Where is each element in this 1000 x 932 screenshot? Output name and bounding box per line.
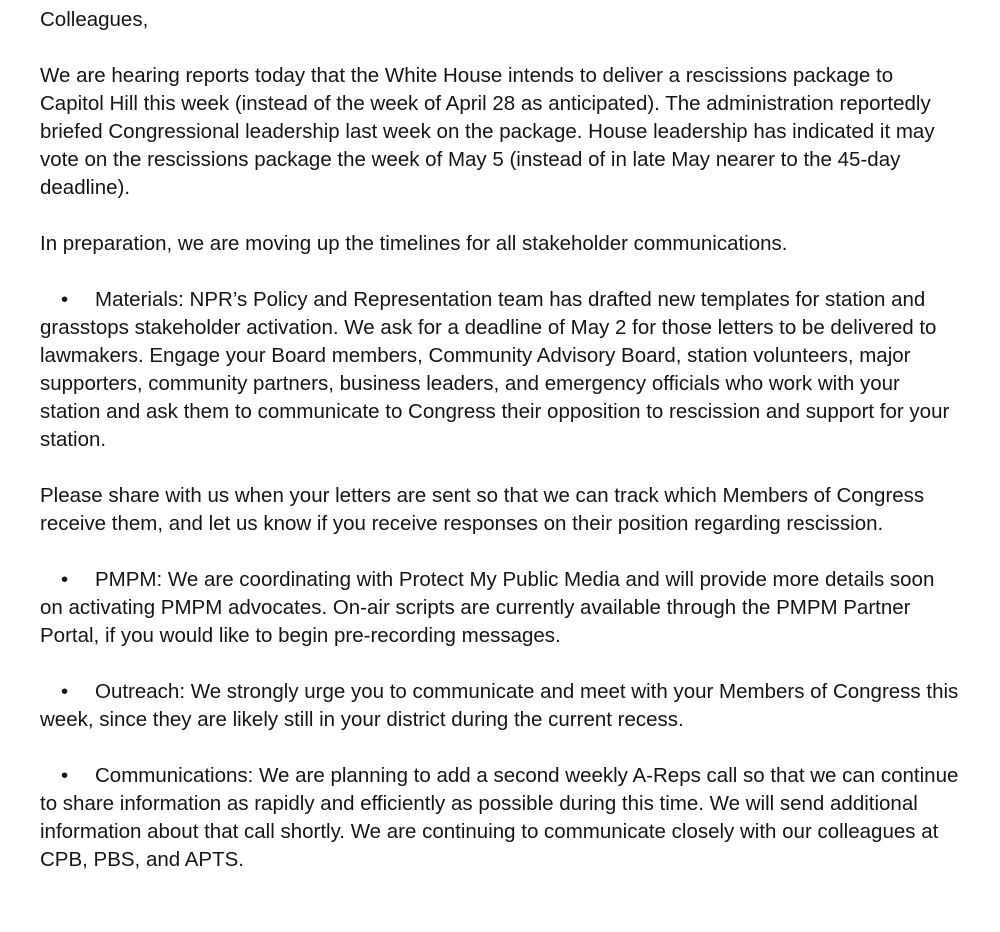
pmpm-bullet bbox=[40, 566, 960, 650]
greeting: Colleagues, bbox=[40, 8, 149, 31]
bullet-icon: • bbox=[61, 680, 69, 703]
intro-paragraph: We are hearing reports today that the White House intends to deliver a rescissions package to Capitol Hill this week (instead of the week of April 28 as anticipated). The administration reportedly briefed Congressional leadership last week on the package. House leadership has indicated it may vote on the rescissions package the week of May 5 (instead of in late May nearer to the 45-day deadline). bbox=[40, 64, 935, 199]
pmpm-text: PMPM: We are coordinating with Protect My Public Media and will provide more details soon on activating PMPM advocates. On-air scripts are currently available through the PMPM Partner Portal, if you would like to begin pre-recording messages. bbox=[40, 568, 935, 647]
materials-text: Materials: NPR’s Policy and Representation team has drafted new templates for station and grasstops stakeholder activation. We ask for a deadline of May 2 for those letters to be delivered to lawmakers. Engage your Board members, Community Advisory Board, station volunteers, major supporters, community partners, business leaders, and emergency officials who work with your station and ask them to communicate to Congress their opposition to rescission and support for your station. bbox=[40, 288, 950, 451]
share-request-paragraph: Please share with us when your letters are sent so that we can track which Members of Congress receive them, and let us know if you receive responses on their position regarding rescission. bbox=[40, 484, 925, 535]
communications-text: Communications: We are planning to add a second weekly A-Reps call so that we can continue to share information as rapidly and efficiently as possible during this time. We will send additional information about that call shortly. We are continuing to communicate closely with our colleagues at CPB, PBS, and APTS. bbox=[40, 764, 959, 871]
outreach-bullet bbox=[40, 678, 960, 734]
bullet-icon: • bbox=[61, 288, 69, 311]
preparation-paragraph: In preparation, we are moving up the timelines for all stakeholder communications. bbox=[40, 232, 788, 255]
materials-bullet bbox=[40, 286, 960, 454]
communications-bullet bbox=[40, 762, 960, 874]
outreach-text: Outreach: We strongly urge you to communicate and meet with your Members of Congress this week, since they are likely still in your district during the current recess. bbox=[40, 680, 959, 731]
bullet-icon: • bbox=[61, 764, 69, 787]
bullet-icon: • bbox=[61, 568, 69, 591]
